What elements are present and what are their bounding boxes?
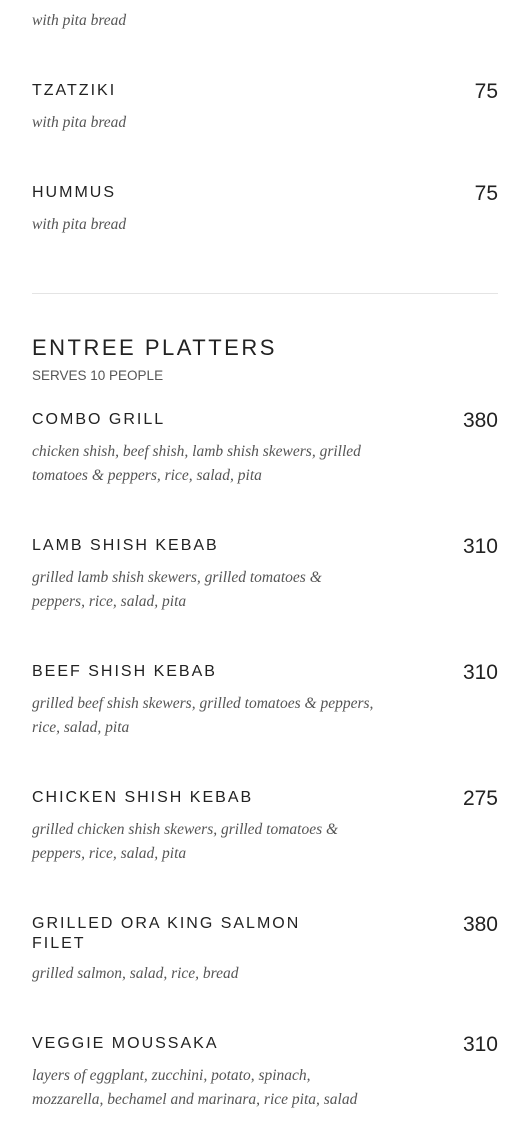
menu-item-description: grilled beef shish skewers, grilled tomatoes & peppers, rice, salad, pita xyxy=(32,695,374,736)
menu-item-salmon-filet xyxy=(32,914,498,984)
menu-item-description: chicken shish, beef shish, lamb shish skewers, grilled tomatoes & peppers, rice, salad, pita xyxy=(32,443,361,484)
menu-item-description: with pita bread xyxy=(32,12,127,29)
menu-item-name: VEGGIE MOUSSAKA xyxy=(32,1035,219,1052)
menu-item-description: with pita bread xyxy=(32,114,127,131)
menu-item-name: TZATZIKI xyxy=(32,82,117,99)
menu-item-name: BEEF SHISH KEBAB xyxy=(32,663,217,680)
menu-item-chicken-shish-kebab xyxy=(32,788,498,868)
menu-item-price: 310 xyxy=(462,535,498,558)
menu-item-combo-grill xyxy=(32,410,498,490)
menu-item-price: 75 xyxy=(474,182,498,205)
menu-item-beef-shish-kebab xyxy=(32,662,498,742)
menu-item-name: HUMMUS xyxy=(32,184,116,201)
menu-item-description: grilled lamb shish skewers, grilled tomatoes & peppers, rice, salad, pita xyxy=(32,569,322,610)
menu-item-price: 310 xyxy=(462,1033,498,1056)
menu-item-name: GRILLED ORA KING SALMON FILET xyxy=(32,915,301,952)
menu-item-price: 275 xyxy=(462,787,498,810)
menu-item-name: COMBO GRILL xyxy=(32,411,166,428)
menu-item-description: grilled salmon, salad, rice, bread xyxy=(32,965,239,982)
section-title: ENTREE PLATTERS xyxy=(32,335,277,360)
menu-item-name: LAMB SHISH KEBAB xyxy=(32,537,219,554)
menu-item-tzatziki xyxy=(32,81,498,131)
menu-item-price: 310 xyxy=(462,661,498,684)
menu-item-veggie-moussaka xyxy=(32,1034,498,1114)
section-subtitle: SERVES 10 PEOPLE xyxy=(32,368,164,383)
menu-item-lamb-shish-kebab xyxy=(32,536,498,616)
menu-item-description: with pita bread xyxy=(32,216,127,233)
menu-item-description: layers of eggplant, zucchini, potato, spinach, mozzarella, bechamel and marinara, rice pita, salad xyxy=(32,1067,358,1108)
menu-item-name: CHICKEN SHISH KEBAB xyxy=(32,789,254,806)
menu-item-description: grilled chicken shish skewers, grilled tomatoes & peppers, rice, salad, pita xyxy=(32,821,339,862)
menu-item-price: 380 xyxy=(462,913,498,936)
menu-item-price: 380 xyxy=(462,409,498,432)
menu-item-price: 75 xyxy=(474,80,498,103)
menu-item-hummus xyxy=(32,183,498,233)
section-divider xyxy=(32,293,498,294)
